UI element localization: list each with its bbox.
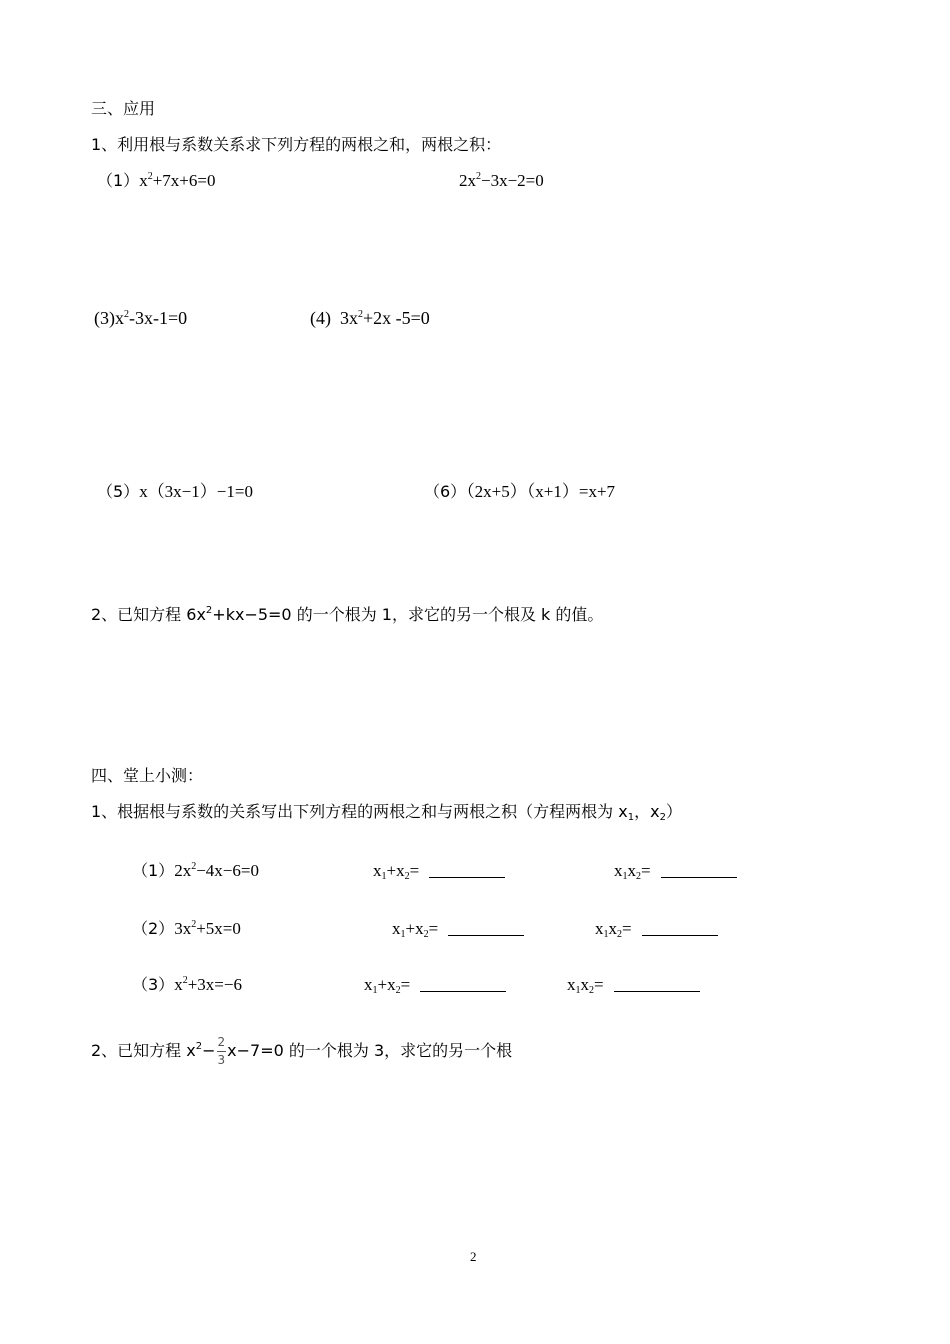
quiz-equation-1-label: （1） [132, 861, 175, 880]
quiz-equation-2-label: （2） [132, 919, 175, 938]
quiz-question-2-suffix: x−7=0 的一个根为 3，求它的另一个根 [227, 1041, 513, 1060]
equation-6-label: （6） [424, 482, 467, 501]
quiz-2-sum-blank[interactable] [448, 934, 524, 936]
quiz-equation-1: $(1)2x^2-4x-6=0$ [132, 861, 259, 880]
quiz-question-1-prefix: 1、根据根与系数的关系写出下列方程的两根之和与两根之积（方程两根为 x [91, 802, 628, 821]
equation-3-label: (3) [94, 308, 115, 328]
section-3-heading: 三、应用 [91, 99, 156, 118]
quiz-question-1-separator: ，x [634, 802, 660, 821]
quiz-1-sum-blank[interactable] [429, 876, 505, 878]
equation-1-label: （1） [97, 171, 140, 190]
fraction [217, 1036, 227, 1066]
equation-6 [424, 483, 615, 500]
page-number: 2 [470, 1249, 477, 1264]
equation-5-text: x（3x−1）−1=0 [139, 482, 253, 501]
question-2-prefix: 2、已知方程 6x [91, 605, 206, 624]
equation-5 [97, 483, 253, 500]
quiz-equation-3-label: （3） [132, 975, 175, 994]
quiz-3-sum-blank[interactable] [420, 990, 506, 992]
quiz-1-product: $x_1x_2=$ [614, 862, 737, 879]
question-2-suffix: +kx−5=0 的一个根为 1，求它的另一个根及 k 的值。 [212, 605, 604, 624]
quiz-3-sum: $x_1+x_2=$ [364, 976, 506, 993]
equation-4: (4) $3x^2+2x$ -5=0 [310, 308, 430, 328]
question-2-text: 2、已知方程 $6x^2+kx-5=0$ 的一个根为 1，求它的另一个根及 k 的值。 [91, 605, 604, 624]
quiz-2-sum: $x_1+x_2=$ [392, 920, 524, 937]
quiz-2-product-blank[interactable] [642, 934, 718, 936]
equation-4-label: (4) [310, 308, 331, 328]
quiz-2-product: $x_1x_2=$ [595, 920, 718, 937]
equation-6-text: （2x+5）（x+1）=x+7 [466, 482, 616, 501]
quiz-question-2-text: 2、已知方程 $x^2-$ $\frac{2}{3}$ x−7=0 的一个根为 3，求它的另一个根 [91, 1035, 513, 1067]
equation-5-label: （5） [97, 482, 140, 501]
fraction-denominator: 3 [217, 1052, 226, 1067]
quiz-1-sum: $x_1+x_2=$ [373, 862, 505, 879]
section-4-heading: 四、堂上小测： [91, 766, 204, 785]
quiz-equation-2: $(2)3x^2+5x=0$ [132, 919, 241, 938]
equation-3: $(3)x^2-3x-1=0$ [94, 308, 188, 328]
question-1-prompt: 1、利用根与系数关系求下列方程的两根之和，两根之积： [91, 135, 502, 154]
quiz-question-1-end: ） [665, 802, 682, 821]
quiz-1-product-blank[interactable] [661, 876, 737, 878]
quiz-question-1-prompt: 1、根据根与系数的关系写出下列方程的两根之和与两根之积（方程两根为 $x_1$，$x_2$） [91, 802, 682, 823]
fraction-numerator: 2 [217, 1036, 227, 1051]
quiz-question-2-prefix: 2、已知方程 x [91, 1041, 196, 1060]
equation-1: $(1)x^2+7x+6=0$ [97, 171, 216, 190]
quiz-3-product-blank[interactable] [614, 990, 700, 992]
equation-2: $2x^2-3x-2=0$ [459, 171, 544, 190]
quiz-3-product: $x_1x_2=$ [567, 976, 700, 993]
quiz-equation-3: $(3)x^2+3x=-6$ [132, 975, 242, 994]
